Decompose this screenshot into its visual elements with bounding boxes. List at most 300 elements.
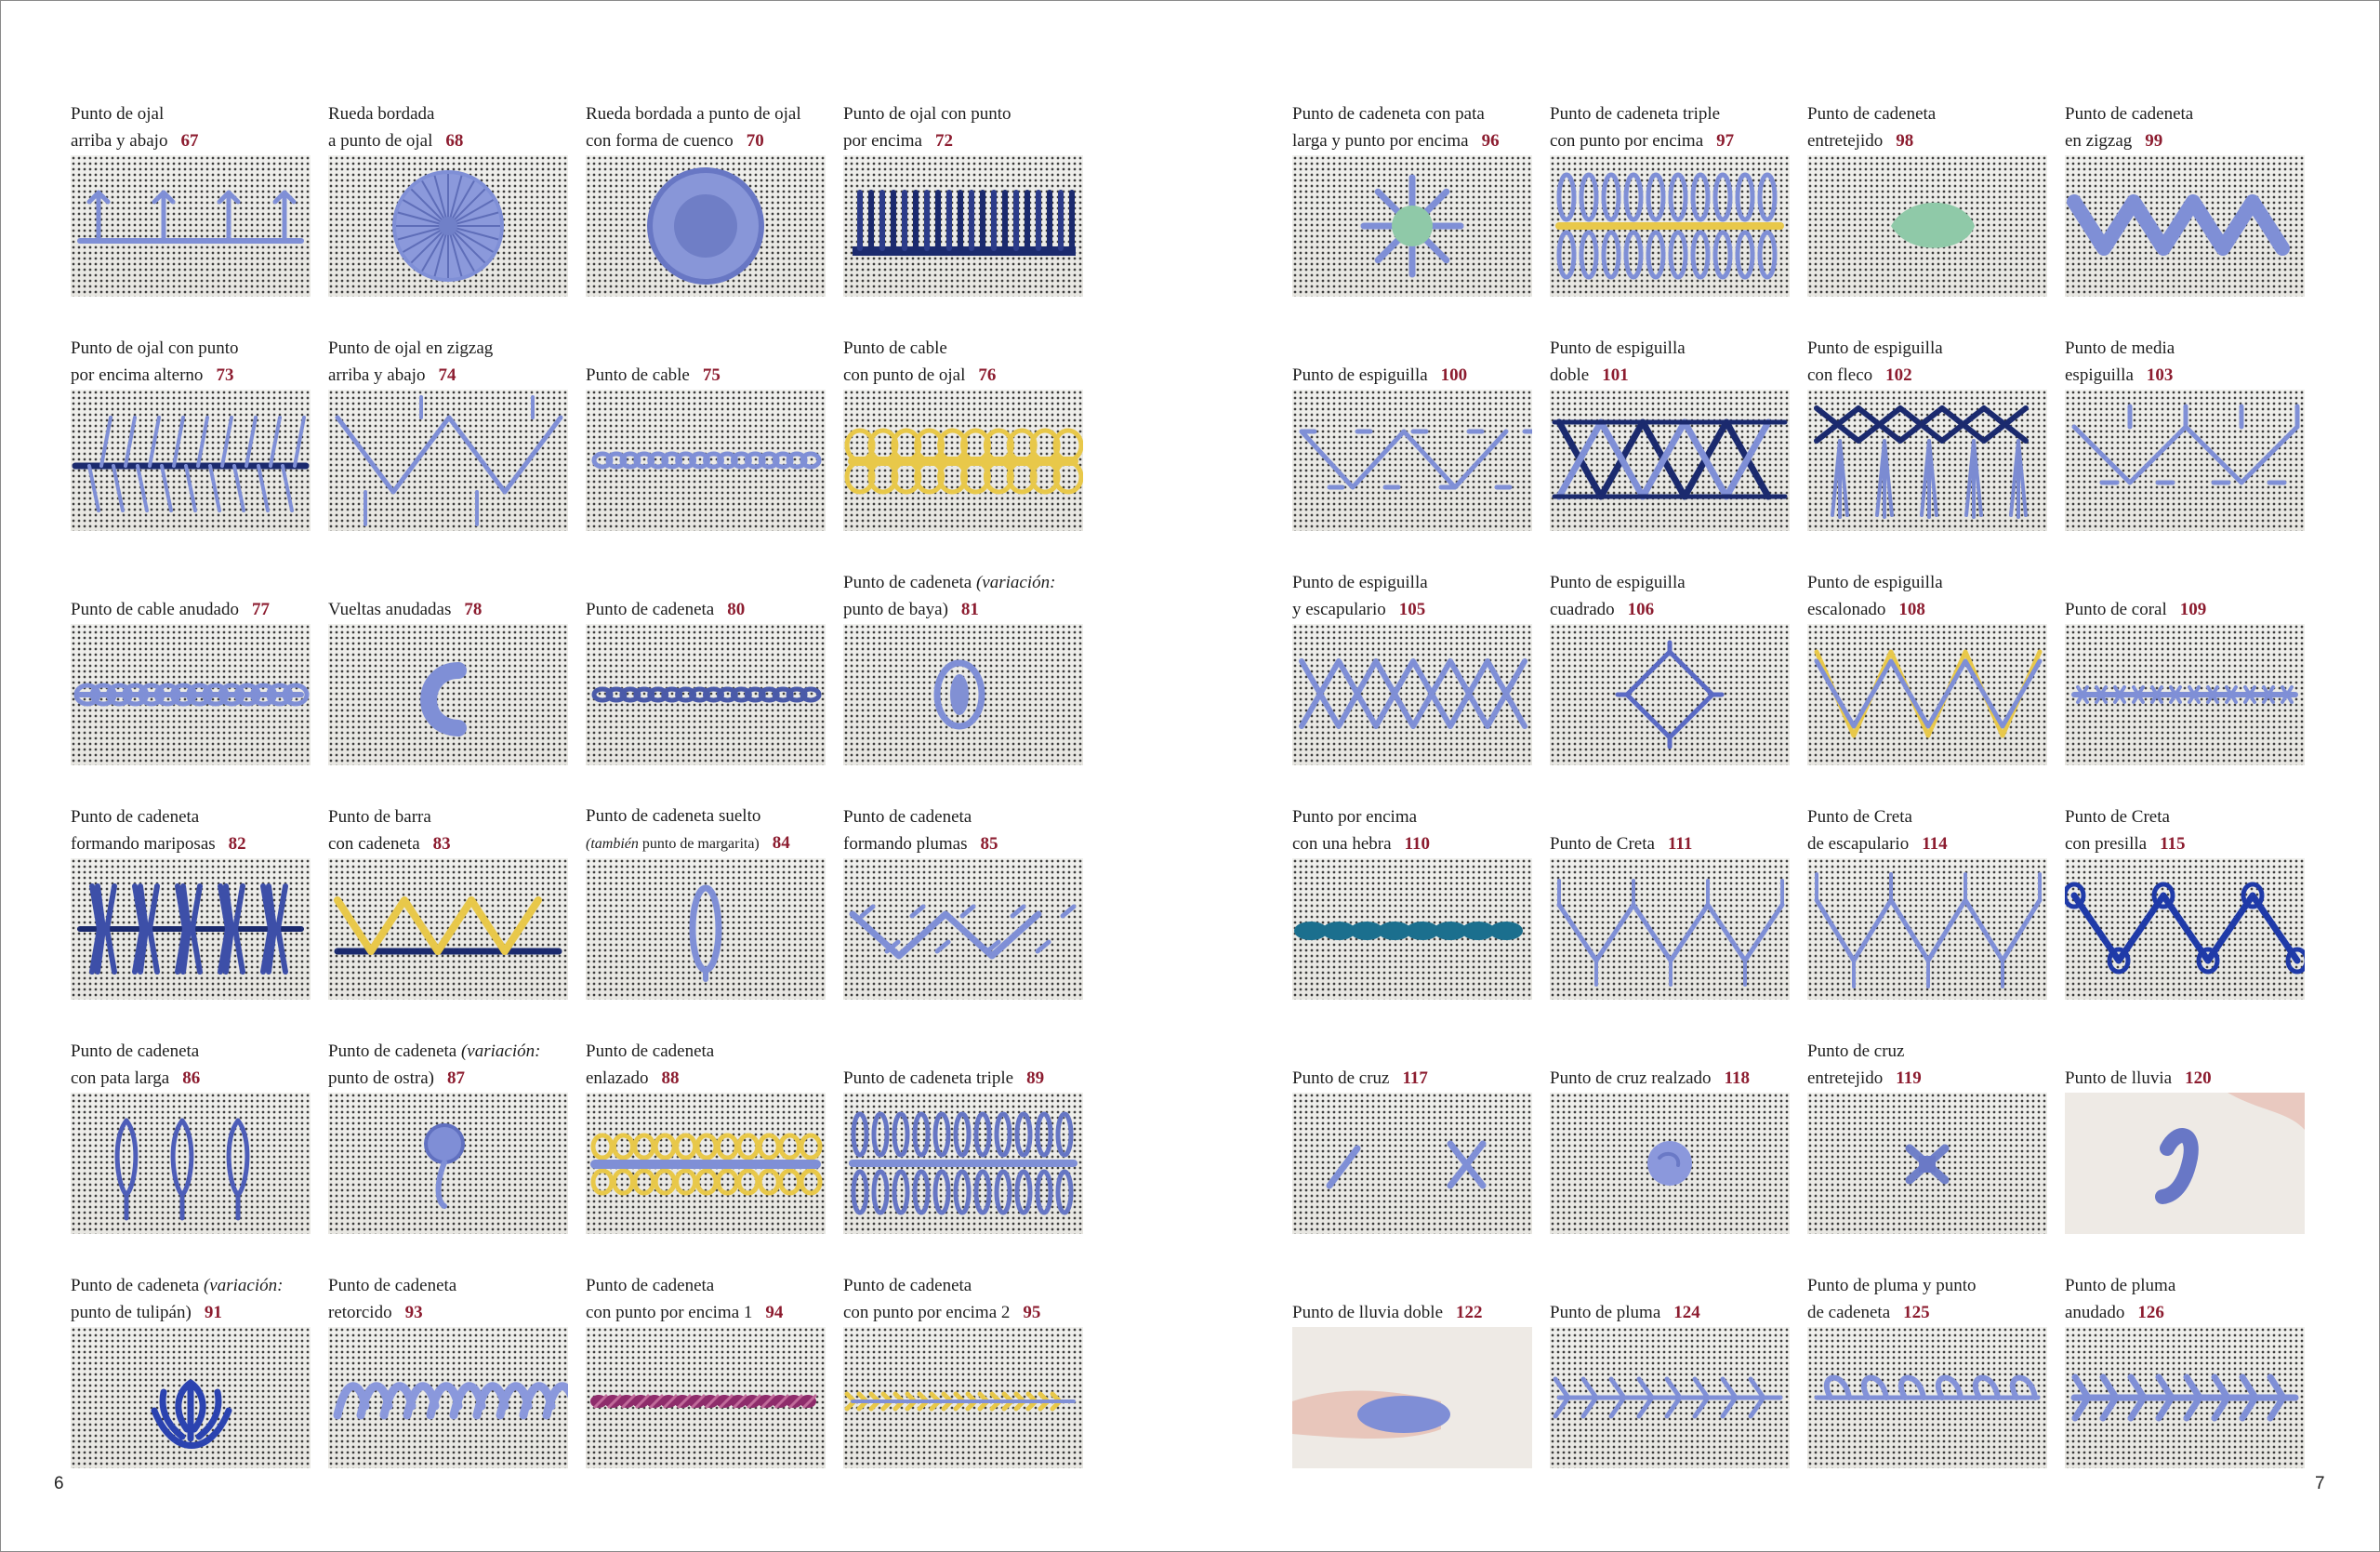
feather-chain-swatch — [1807, 1327, 2047, 1468]
stitch-name-text: a punto de ojal — [328, 131, 433, 151]
stitch-name-text: con punto de ojal — [843, 365, 966, 385]
stitch-name-text: Punto de cadeneta — [843, 573, 972, 592]
page-reference-number: 126 — [2137, 1303, 2164, 1322]
stitch-card — [2065, 1252, 2305, 1468]
stitch-label — [1807, 1272, 2047, 1326]
stitch-illustration — [586, 1093, 826, 1234]
stitch-name-line1 — [1807, 569, 2047, 596]
stitch-name-line2 — [2065, 127, 2305, 154]
whipped-chain-1-swatch — [586, 1327, 826, 1468]
stitch-label — [328, 803, 568, 857]
stitch-name-text: Rueda bordada a punto de ojal — [586, 104, 801, 124]
stitch-name-line2 — [328, 1299, 568, 1326]
stitch-name-line2 — [2065, 1065, 2305, 1092]
stitch-card — [586, 1017, 826, 1234]
stitch-label — [1550, 1038, 1790, 1092]
stitch-name-line1 — [2065, 335, 2305, 362]
stitch-illustration — [2065, 624, 2305, 765]
stitch-illustration — [2065, 1093, 2305, 1234]
looped-cretan-swatch — [2065, 858, 2305, 1000]
stitch-name-text: con cadeneta — [328, 834, 420, 854]
stitch-illustration — [71, 624, 311, 765]
page-number-right: 7 — [2315, 1474, 2325, 1493]
left-page — [54, 0, 1084, 1552]
stitch-name-line1 — [328, 335, 568, 362]
page-reference-number: 119 — [1896, 1068, 1922, 1088]
stitch-card — [1550, 549, 1790, 765]
stitch-name-text: anudado — [2065, 1303, 2125, 1322]
stitch-label — [71, 100, 311, 154]
stitch-illustration — [328, 390, 568, 531]
stitch-illustration — [1807, 155, 2047, 297]
stitch-card — [1550, 1017, 1790, 1234]
stitch-illustration — [1807, 1327, 2047, 1468]
stitch-name-line1 — [71, 569, 311, 596]
stitch-illustration — [586, 390, 826, 531]
stitch-label — [2065, 100, 2305, 154]
buttonhole-up-down-swatch — [71, 155, 311, 297]
stitch-variation-note: (variación: — [199, 1276, 284, 1295]
stitch-card — [328, 549, 568, 765]
stitch-name-text: Punto por encima — [1292, 807, 1418, 827]
stitch-illustration — [1292, 1093, 1532, 1234]
stitch-name-text: retorcido — [328, 1303, 392, 1322]
stitch-name-line2 — [71, 830, 311, 857]
stitch-name-line1 — [1807, 1038, 2047, 1065]
stitch-name-line2 — [2065, 830, 2305, 857]
stitch-name-text: entretejido — [1807, 1068, 1884, 1088]
stitch-label — [1292, 100, 1532, 154]
stitch-name-line1 — [71, 803, 311, 830]
stitch-name-text: Punto de ojal — [71, 104, 165, 124]
stitch-name-text: Punto de cadeneta — [586, 1276, 715, 1295]
stitch-card — [328, 80, 568, 297]
page-number-left: 6 — [54, 1474, 64, 1493]
stitch-card — [328, 314, 568, 531]
page-reference-number: 106 — [1627, 600, 1655, 619]
stitch-name-line2 — [328, 596, 568, 623]
stitch-name-line1 — [586, 100, 826, 127]
stitch-name-line2 — [328, 830, 568, 857]
stitch-name-line1 — [586, 335, 826, 362]
double-rain-stitch-swatch — [1292, 1327, 1532, 1468]
stitch-name-text: Punto de cadeneta — [71, 807, 200, 827]
feathered-chain-swatch — [843, 858, 1083, 1000]
stitch-label — [586, 1272, 826, 1326]
stitch-name-text: larga y punto por encima — [1292, 131, 1469, 151]
stitch-name-text: arriba y abajo — [71, 131, 168, 151]
stitch-card — [1292, 80, 1532, 297]
stitch-name-line2 — [586, 362, 826, 389]
stitch-name-line2 — [1807, 596, 2047, 623]
stitch-name-line2 — [1292, 830, 1532, 857]
stitch-name-line2 — [1550, 830, 1790, 857]
stitch-name-text: punto de ostra) — [328, 1068, 434, 1088]
stitch-illustration — [1807, 624, 2047, 765]
stitch-illustration — [328, 1327, 568, 1468]
stitch-name-text: Punto de cadeneta suelto — [586, 806, 761, 826]
page-reference-number: 114 — [1922, 834, 1948, 854]
stitch-name-line2 — [1807, 362, 2047, 389]
stitch-card — [2065, 549, 2305, 765]
right-page — [1292, 0, 2325, 1552]
stitch-card — [71, 80, 311, 297]
stitch-name-line1 — [586, 1272, 826, 1299]
page-reference-number: 100 — [1440, 365, 1468, 385]
stitch-card — [2065, 783, 2305, 1000]
stitch-label — [328, 100, 568, 154]
twisted-chain-swatch — [328, 1327, 568, 1468]
stitch-name-text: Punto de cadeneta — [1807, 104, 1937, 124]
stitch-name-line1 — [328, 1038, 568, 1065]
stitch-label — [586, 569, 826, 623]
stitch-name-text: Punto de cadeneta triple — [843, 1068, 1014, 1088]
stitch-name-text: espiguilla — [2065, 365, 2134, 385]
half-herringbone-swatch — [2065, 390, 2305, 531]
lazy-daisy-swatch — [586, 858, 826, 1000]
stitch-name-line2 — [1807, 830, 2047, 857]
page-reference-number: 78 — [464, 600, 483, 619]
cretan-swatch — [1550, 858, 1790, 1000]
stitch-name-text: Punto de cadeneta — [586, 600, 715, 619]
stitch-label — [843, 1038, 1083, 1092]
stitch-name-line1 — [586, 569, 826, 596]
stitch-name-text: escalonado — [1807, 600, 1886, 619]
stitch-card — [1292, 1252, 1532, 1468]
stitch-illustration — [1292, 1327, 1532, 1468]
stitch-illustration — [1292, 390, 1532, 531]
stitch-label — [1292, 803, 1532, 857]
stitch-name-text: Punto de ojal con punto — [71, 338, 239, 358]
long-tail-chain-swatch — [71, 1093, 311, 1234]
stitch-name-text: Punto de cadeneta — [71, 1276, 200, 1295]
woven-cross-swatch — [1807, 1093, 2047, 1234]
page-reference-number: 84 — [772, 833, 790, 853]
page-reference-number: 117 — [1402, 1068, 1428, 1088]
stitch-label — [586, 803, 826, 857]
stitch-name-text: Punto de cadeneta triple — [1550, 104, 1721, 124]
stitch-illustration — [586, 155, 826, 297]
stitch-name-line2 — [328, 127, 568, 154]
coral-swatch — [2065, 624, 2305, 765]
stitch-illustration — [843, 1093, 1083, 1234]
stitch-name-text: formando plumas — [843, 834, 968, 854]
page-reference-number: 108 — [1898, 600, 1925, 619]
stitch-name-text: Punto de cadeneta — [843, 807, 972, 827]
stitch-label — [328, 1272, 568, 1326]
page-reference-number: 74 — [438, 365, 456, 385]
stitch-name-text: Punto de cadeneta — [843, 1276, 972, 1295]
stitch-alias-note: (también — [586, 836, 639, 852]
rain-stitch-swatch — [2065, 1093, 2305, 1234]
scapular-herringbone-swatch — [1292, 624, 1532, 765]
stitch-name-line1 — [1292, 803, 1532, 830]
page-reference-number: 97 — [1716, 131, 1735, 151]
stitch-name-text: Punto de espiguilla — [1550, 338, 1686, 358]
raised-cross-swatch — [1550, 1093, 1790, 1234]
stitch-name-line1 — [843, 100, 1083, 127]
stitch-name-line2 — [1292, 127, 1532, 154]
stitch-name-line1 — [328, 803, 568, 830]
stitch-name-line1 — [71, 1272, 311, 1299]
buttonhole-wheel-swatch — [328, 155, 568, 297]
stitch-name-text: Punto de pluma — [2065, 1276, 2176, 1295]
stitch-card — [586, 1252, 826, 1468]
square-herringbone-swatch — [1550, 624, 1790, 765]
stitch-name-text: formando mariposas — [71, 834, 216, 854]
stitch-name-line1 — [1292, 100, 1532, 127]
triple-chain-swatch — [843, 1093, 1083, 1234]
stitch-illustration — [1550, 858, 1790, 1000]
stitch-name-text: Punto de cadeneta — [586, 1041, 715, 1061]
stitch-name-line1 — [1807, 803, 2047, 830]
stitch-name-line1 — [843, 803, 1083, 830]
stitch-name-line2 — [1807, 127, 2047, 154]
stitch-label — [1807, 100, 2047, 154]
stitch-grid-right — [1292, 80, 2305, 1468]
oyster-swatch — [328, 1093, 568, 1234]
stitch-label — [2065, 1038, 2305, 1092]
stitch-name-text: Punto de espiguilla — [1807, 573, 1943, 592]
page-reference-number: 72 — [934, 131, 953, 151]
stitch-name-text: Rueda bordada — [328, 104, 435, 124]
stitch-name-text: Punto de Creta — [2065, 807, 2170, 827]
stitch-card — [586, 314, 826, 531]
stitch-name-line2 — [1550, 1065, 1790, 1092]
stitch-label — [586, 100, 826, 154]
stitch-label — [1292, 569, 1532, 623]
stitch-label — [843, 335, 1083, 389]
stitch-label — [328, 335, 568, 389]
chain-swatch — [586, 624, 826, 765]
stitch-name-text: por encima alterno — [71, 365, 204, 385]
stitch-name-line1 — [328, 569, 568, 596]
stitch-card — [1550, 314, 1790, 531]
stitch-name-text: Punto de cruz realzado — [1550, 1068, 1712, 1088]
zigzag-chain-swatch — [2065, 155, 2305, 297]
stitch-illustration — [2065, 155, 2305, 297]
stitch-name-line2 — [71, 1065, 311, 1092]
page-reference-number: 85 — [980, 834, 998, 854]
page-reference-number: 73 — [216, 365, 234, 385]
page-reference-number: 87 — [446, 1068, 465, 1088]
stitch-name-line1 — [2065, 1038, 2305, 1065]
stitch-name-line2 — [328, 362, 568, 389]
stitch-name-text: enlazado — [586, 1068, 649, 1088]
page-reference-number: 115 — [2160, 834, 2186, 854]
overcast-buttonhole-swatch — [843, 155, 1083, 297]
stitch-card — [843, 1252, 1083, 1468]
stitch-name-text: Punto de cable anudado — [71, 600, 239, 619]
page-reference-number: 80 — [727, 600, 746, 619]
stitch-illustration — [586, 858, 826, 1000]
page-reference-number: 91 — [204, 1303, 222, 1322]
stitch-label — [71, 569, 311, 623]
stitch-name-line2 — [1550, 127, 1790, 154]
stitch-label — [1550, 100, 1790, 154]
stitch-label — [1807, 335, 2047, 389]
stitch-illustration — [586, 624, 826, 765]
stitch-name-text: con pata larga — [71, 1068, 170, 1088]
stitch-name-line2 — [1292, 362, 1532, 389]
stitch-label — [1550, 569, 1790, 623]
stitch-grid-left — [71, 80, 1083, 1468]
stitch-name-text: Punto de cadeneta — [2065, 104, 2194, 124]
page-reference-number: 124 — [1673, 1303, 1700, 1322]
stitch-label — [1292, 1272, 1532, 1326]
stitch-illustration — [843, 390, 1083, 531]
stitch-name-line2 — [1292, 1065, 1532, 1092]
stitch-name-line2 — [1807, 1299, 2047, 1326]
page-reference-number: 99 — [2145, 131, 2163, 151]
laced-chain-swatch — [586, 1093, 826, 1234]
stitch-illustration — [2065, 1327, 2305, 1468]
stitch-name-text: Punto de pluma y punto — [1807, 1276, 1977, 1295]
page-reference-number: 89 — [1026, 1068, 1045, 1088]
stitch-illustration — [1292, 624, 1532, 765]
stitch-label — [1550, 335, 1790, 389]
stitch-name-text: Punto de cable — [843, 338, 947, 358]
stitch-name-text: Punto de cadeneta — [328, 1276, 457, 1295]
fringed-herringbone-swatch — [1807, 390, 2047, 531]
stitch-label — [843, 803, 1083, 857]
stitch-name-text: Punto de coral — [2065, 600, 2167, 619]
stitch-name-line2 — [843, 362, 1083, 389]
stitch-illustration — [843, 1327, 1083, 1468]
stitch-name-line1 — [328, 1272, 568, 1299]
stitch-name-text: con presilla — [2065, 834, 2148, 854]
stitch-name-line2 — [1550, 1299, 1790, 1326]
stitch-name-line2 — [843, 830, 1083, 857]
stitch-card — [1807, 1017, 2047, 1234]
page-reference-number: 118 — [1724, 1068, 1751, 1088]
stitch-label — [586, 335, 826, 389]
stitch-name-line1 — [843, 335, 1083, 362]
stitch-name-line2 — [71, 127, 311, 154]
stitch-card — [586, 80, 826, 297]
page-reference-number: 76 — [978, 365, 997, 385]
stitch-name-text: entretejido — [1807, 131, 1884, 151]
stitch-illustration — [1292, 155, 1532, 297]
stitch-illustration — [1550, 624, 1790, 765]
whipped-chain-2-swatch — [843, 1327, 1083, 1468]
stitch-card — [1807, 549, 2047, 765]
page-reference-number: 122 — [1456, 1303, 1483, 1322]
stitch-illustration — [71, 155, 311, 297]
berry-swatch — [843, 624, 1083, 765]
stitch-illustration — [328, 1093, 568, 1234]
stitch-name-line2 — [71, 596, 311, 623]
knotted-cable-swatch — [71, 624, 311, 765]
stitch-name-line1 — [1292, 1038, 1532, 1065]
stitch-card — [1807, 80, 2047, 297]
page-reference-number: 67 — [180, 131, 199, 151]
stitch-card — [71, 1252, 311, 1468]
stitch-name-line1 — [2065, 803, 2305, 830]
page-reference-number: 101 — [1602, 365, 1629, 385]
stitch-name-text: Vueltas anudadas — [328, 600, 452, 619]
stitch-variation-note: (variación: — [456, 1041, 541, 1061]
stitch-name-text: doble — [1550, 365, 1590, 385]
stitch-illustration — [328, 155, 568, 297]
stitch-label — [71, 1272, 311, 1326]
page-reference-number: 111 — [1667, 834, 1693, 854]
page-reference-number: 83 — [432, 834, 451, 854]
stitch-name-line1 — [586, 1038, 826, 1065]
stitch-label — [2065, 335, 2305, 389]
stitch-illustration — [843, 858, 1083, 1000]
stitch-name-line2 — [1292, 1299, 1532, 1326]
stitch-card — [71, 314, 311, 531]
stitch-illustration — [2065, 390, 2305, 531]
stitch-illustration — [71, 1327, 311, 1468]
stitch-name-line1 — [1550, 335, 1790, 362]
stitch-label — [71, 335, 311, 389]
stitch-card — [2065, 314, 2305, 531]
bar-chain-swatch — [328, 858, 568, 1000]
stitch-name-text: con forma de cuenco — [586, 131, 734, 151]
stitch-name-line1 — [586, 803, 826, 829]
stitch-card — [71, 783, 311, 1000]
stitch-label — [1550, 803, 1790, 857]
stitch-name-line2 — [1807, 1065, 2047, 1092]
stitch-label — [1807, 1038, 2047, 1092]
single-thread-overcast-swatch — [1292, 858, 1532, 1000]
feather-swatch — [1550, 1327, 1790, 1468]
stitch-illustration — [2065, 858, 2305, 1000]
stitch-name-text: por encima — [843, 131, 922, 151]
page-reference-number: 81 — [960, 600, 979, 619]
page-reference-number: 102 — [1885, 365, 1912, 385]
page-reference-number: 109 — [2179, 600, 2207, 619]
stitch-name-line1 — [2065, 100, 2305, 127]
stitch-name-text: con punto por encima — [1550, 131, 1704, 151]
stitch-card — [843, 314, 1083, 531]
stitch-name-line2 — [586, 829, 826, 857]
stitch-illustration — [1292, 858, 1532, 1000]
page-reference-number: 96 — [1481, 131, 1500, 151]
stitch-name-line1 — [328, 100, 568, 127]
stitch-name-line1 — [1807, 335, 2047, 362]
cup-wheel-swatch — [586, 155, 826, 297]
stitch-illustration — [1807, 858, 2047, 1000]
stitch-name-line2 — [843, 1065, 1083, 1092]
stitch-card — [1292, 783, 1532, 1000]
stitch-name-line1 — [2065, 1272, 2305, 1299]
stitch-name-text: Punto de espiguilla — [1550, 573, 1686, 592]
stitch-name-line1 — [1807, 1272, 2047, 1299]
stitch-card — [1807, 783, 2047, 1000]
stitch-name-text: con una hebra — [1292, 834, 1392, 854]
stitch-name-line2 — [843, 127, 1083, 154]
page-reference-number: 93 — [404, 1303, 423, 1322]
stitch-label — [586, 1038, 826, 1092]
stitch-name-text: Punto de cadeneta — [328, 1041, 457, 1061]
stitch-card — [328, 783, 568, 1000]
stitch-name-line1 — [843, 1272, 1083, 1299]
knotted-loops-swatch — [328, 624, 568, 765]
stitch-name-line1 — [1550, 1272, 1790, 1299]
stitch-label — [2065, 803, 2305, 857]
stitch-card — [843, 1017, 1083, 1234]
stitch-label — [328, 1038, 568, 1092]
stitch-name-text: de cadeneta — [1807, 1303, 1891, 1322]
stitch-label — [843, 1272, 1083, 1326]
stitch-name-line1 — [1292, 335, 1532, 362]
page-reference-number: 94 — [765, 1303, 784, 1322]
stitch-variation-note: (variación: — [972, 573, 1056, 592]
stitch-card — [1550, 1252, 1790, 1468]
